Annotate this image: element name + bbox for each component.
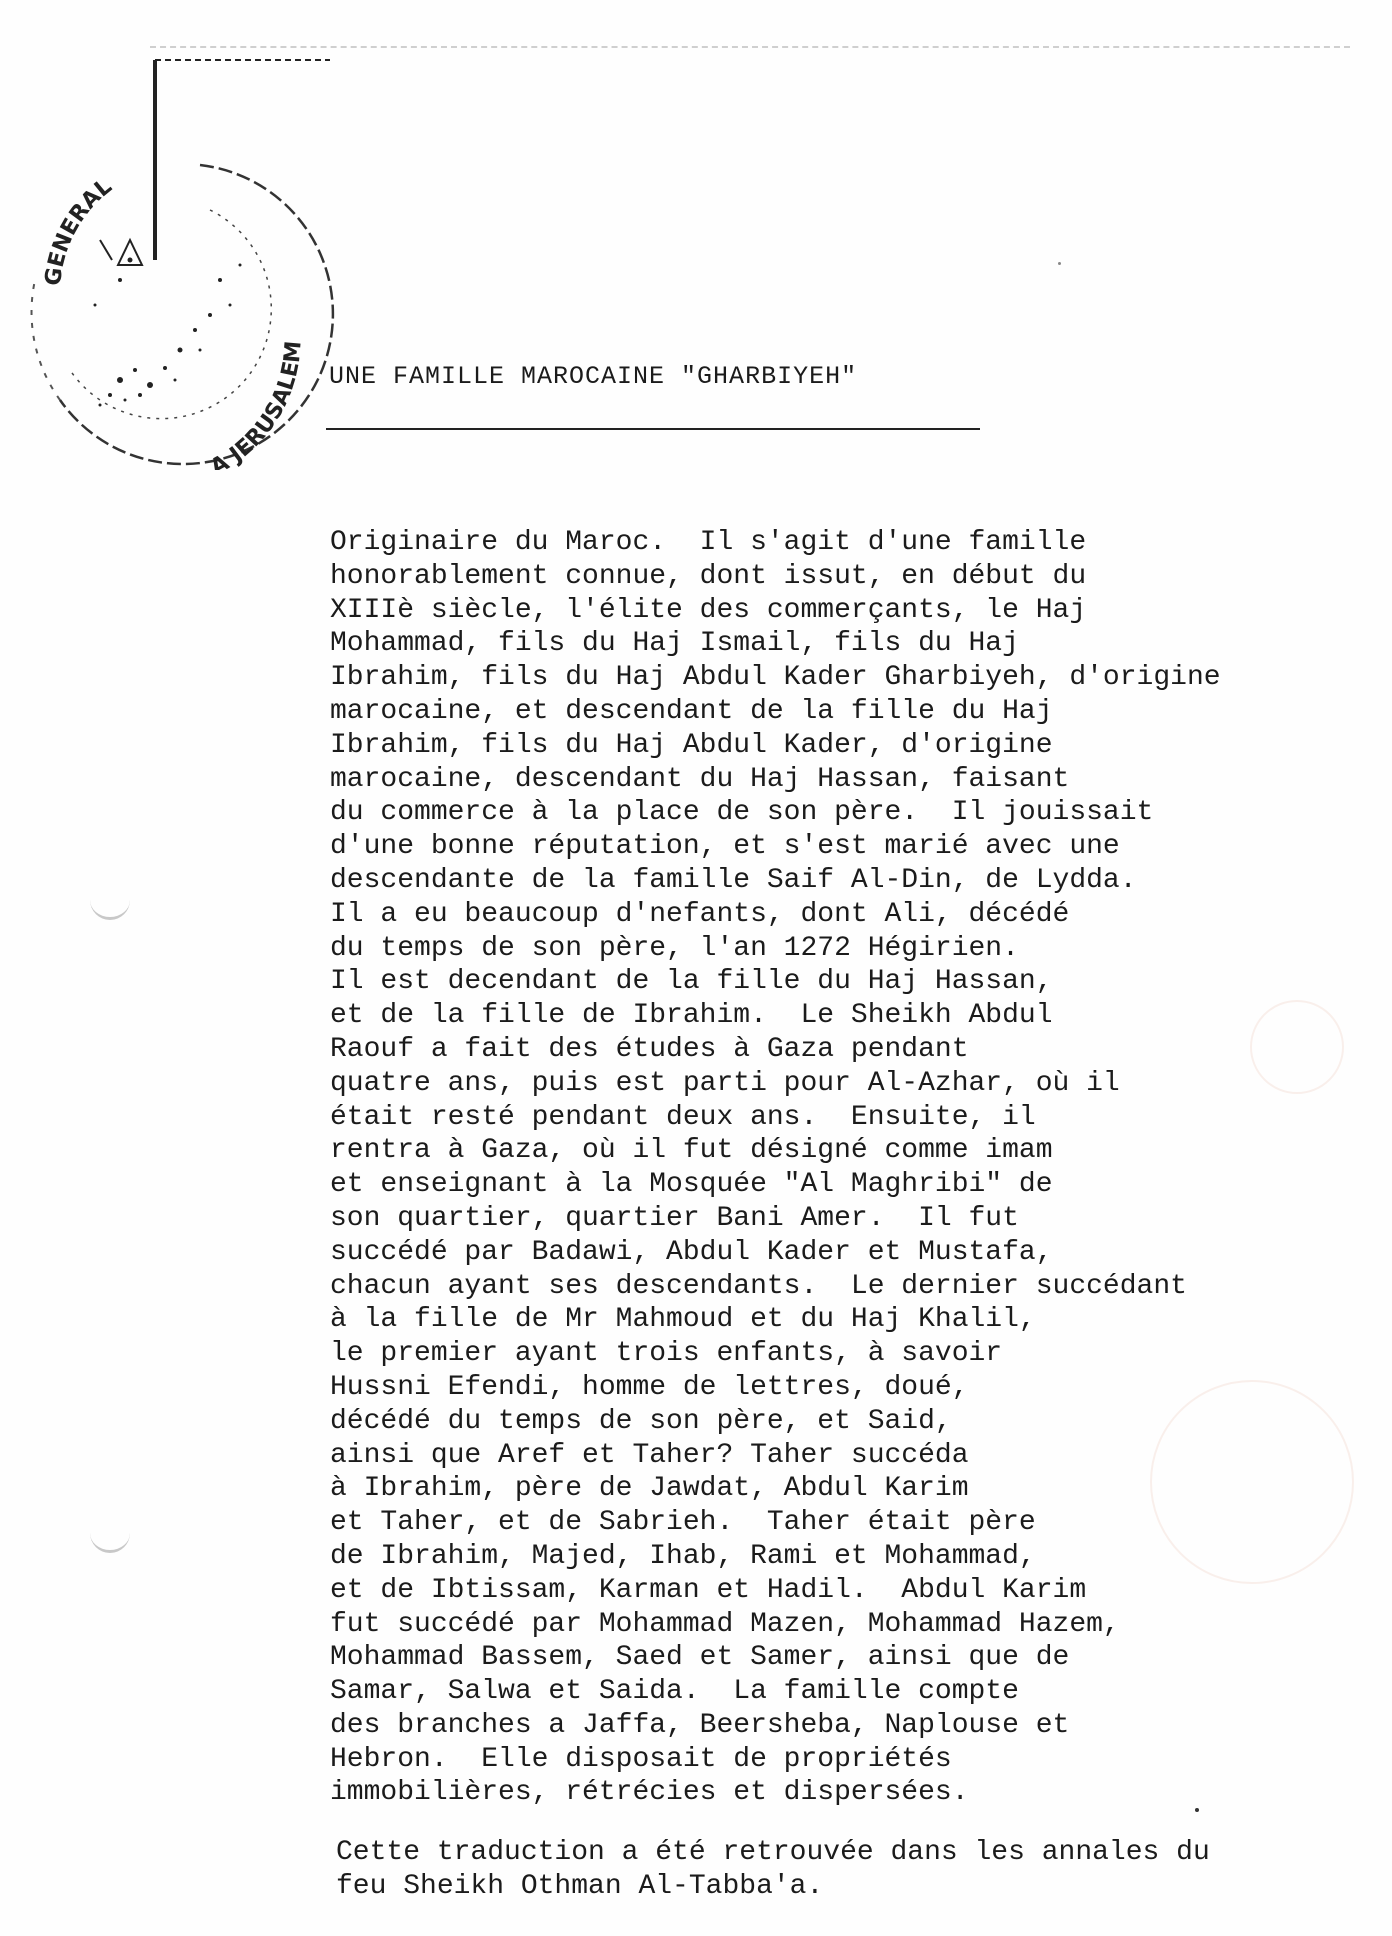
body-line: et Taher, et de Sabrieh. Taher était père — [330, 1507, 1036, 1539]
note-line: Cette traduction a été retrouvée dans les annales du — [336, 1837, 1210, 1868]
ink-speck — [1058, 262, 1061, 265]
punch-hole — [90, 1528, 130, 1553]
body-line: immobilières, rétrécies et dispersées. — [330, 1777, 969, 1809]
title-underline — [326, 428, 980, 430]
body-line: quatre ans, puis est parti pour Al-Azhar, où il — [330, 1067, 1120, 1099]
body-line: descendante de la famille Saif Al-Din, de Lydda. — [330, 864, 1137, 896]
body-line: Hussni Efendi, homme de lettres, doué, — [330, 1371, 969, 1403]
body-line: à la fille de Mr Mahmoud et du Haj Khalil, — [330, 1304, 1036, 1336]
body-line: Mohammad, fils du Haj Ismail, fils du Haj — [330, 628, 1019, 660]
official-stamp — [0, 50, 340, 470]
body-line: marocaine, et descendant de la fille du Haj — [330, 695, 1053, 727]
body-line: d'une bonne réputation, et s'est marié avec une — [330, 831, 1120, 863]
punch-hole — [90, 895, 130, 920]
body-line: et enseignant à la Mosquée "Al Maghribi" de — [330, 1169, 1053, 1201]
body-line: était resté pendant deux ans. Ensuite, il — [330, 1101, 1036, 1133]
body-line: Hebron. Elle disposait de propriétés — [330, 1743, 952, 1775]
body-line: rentra à Gaza, où il fut désigné comme imam — [330, 1135, 1053, 1167]
body-line: chacun ayant ses descendants. Le dernier succédant — [330, 1270, 1187, 1302]
body-line: marocaine, descendant du Haj Hassan, faisant — [330, 763, 1070, 795]
body-line: Originaire du Maroc. Il s'agit d'une famille — [330, 527, 1087, 558]
svg-text:A JERUSALEM: A JERUSALEM — [206, 339, 307, 470]
body-line: le premier ayant trois enfants, à savoir — [330, 1338, 1003, 1370]
body-line: ainsi que Aref et Taher? Taher succéda — [330, 1439, 969, 1471]
body-line: Ibrahim, fils du Haj Abdul Kader Gharbiyeh, d'origine — [330, 662, 1221, 694]
body-line: Samar, Salwa et Saida. La famille compte — [330, 1676, 1019, 1708]
body-line: du commerce à la place de son père. Il jouissait — [330, 797, 1154, 829]
body-line: à Ibrahim, père de Jawdat, Abdul Karim — [330, 1473, 969, 1505]
body-line: Il a eu beaucoup d'nefants, dont Ali, décédé — [330, 898, 1070, 930]
body-line: son quartier, quartier Bani Amer. Il fut — [330, 1202, 1019, 1234]
document-body — [330, 526, 1370, 1810]
body-line: Il est decendant de la fille du Haj Hassan, — [330, 966, 1053, 998]
body-line: Raouf a fait des études à Gaza pendant — [330, 1033, 969, 1065]
body-line: et de Ibtissam, Karman et Hadil. Abdul Karim — [330, 1574, 1087, 1606]
body-line: honorablement connue, dont issut, en début du — [330, 560, 1087, 592]
body-line: Mohammad Bassem, Saed et Samer, ainsi que de — [330, 1642, 1070, 1674]
body-line: de Ibrahim, Majed, Ihab, Rami et Mohammad, — [330, 1540, 1036, 1572]
body-line: décédé du temps de son père, et Said, — [330, 1405, 952, 1437]
ink-speck — [1195, 1808, 1199, 1812]
translation-note — [336, 1836, 1376, 1904]
paper-stain — [1150, 1380, 1354, 1584]
body-line: des branches a Jaffa, Beersheba, Naplouse et — [330, 1709, 1070, 1741]
body-line: XIIIè siècle, l'élite des commerçants, le Haj — [330, 594, 1087, 626]
body-line: et de la fille de Ibrahim. Le Sheikh Abdul — [330, 1000, 1053, 1032]
document-title: UNE FAMILLE MAROCAINE "GHARBIYEH" — [329, 362, 858, 391]
paper-stain — [1250, 1000, 1344, 1094]
svg-text:GENERAL: GENERAL — [40, 173, 117, 288]
body-line: du temps de son père, l'an 1272 Hégirien. — [330, 932, 1019, 964]
body-line: succédé par Badawi, Abdul Kader et Mustafa, — [330, 1236, 1053, 1268]
note-line: feu Sheikh Othman Al-Tabba'a. — [336, 1870, 824, 1902]
body-line: fut succédé par Mohammad Mazen, Mohammad Hazem, — [330, 1608, 1120, 1640]
body-line: Ibrahim, fils du Haj Abdul Kader, d'origine — [330, 729, 1053, 761]
